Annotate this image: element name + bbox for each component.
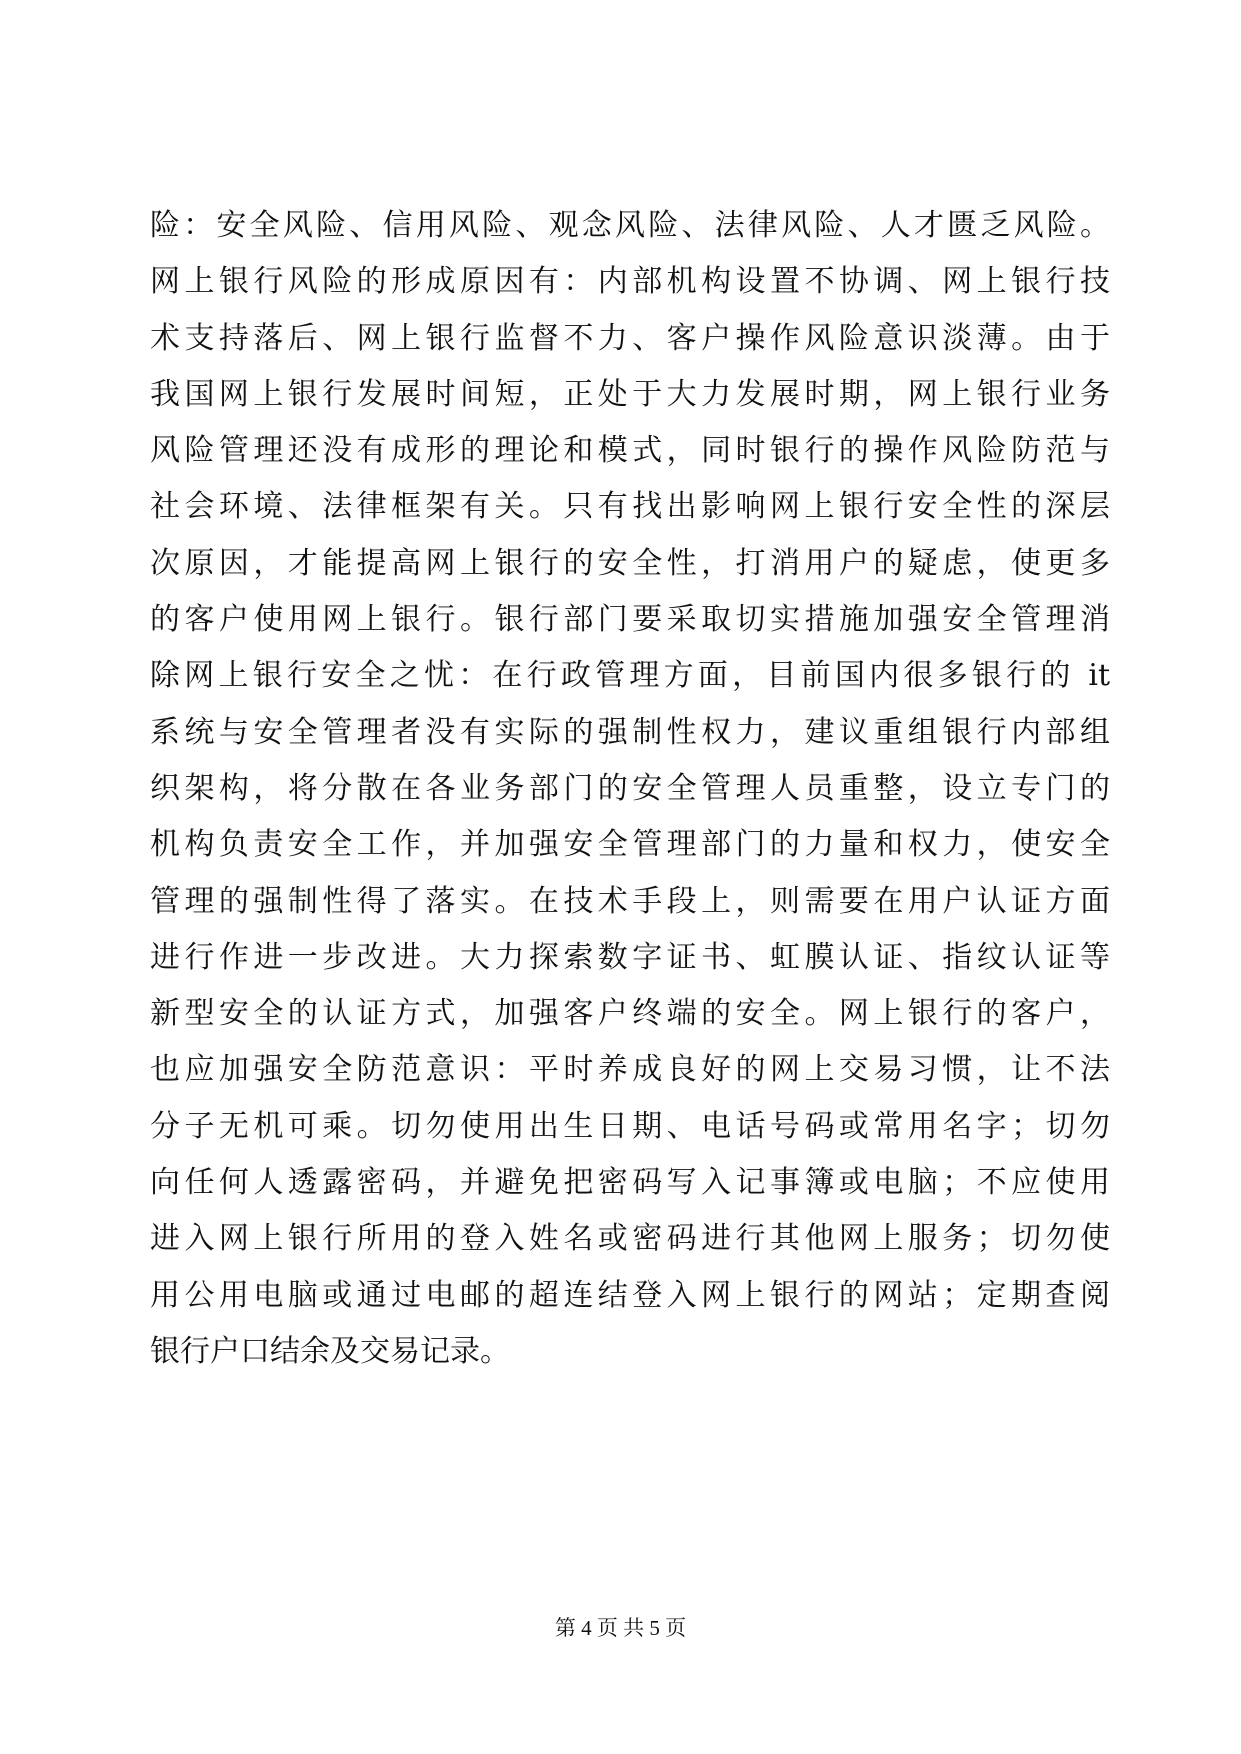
text-line: 术支持落后、网上银行监督不力、客户操作风险意识淡薄。由于 bbox=[150, 320, 1110, 356]
text-line: 用公用电脑或通过电邮的超连结登入网上银行的网站；定期查阅 bbox=[150, 1277, 1110, 1313]
text-line: 社会环境、法律框架有关。只有找出影响网上银行安全性的深层 bbox=[150, 489, 1110, 525]
text-line: 次原因，才能提高网上银行的安全性，打消用户的疑虑，使更多 bbox=[150, 545, 1110, 581]
text-line: 进入网上银行所用的登入姓名或密码进行其他网上服务；切勿使 bbox=[150, 1221, 1110, 1257]
text-line: 我国网上银行发展时间短，正处于大力发展时期，网上银行业务 bbox=[150, 376, 1110, 412]
text-line: 分子无机可乘。切勿使用出生日期、电话号码或常用名字；切勿 bbox=[150, 1108, 1110, 1144]
body-text bbox=[150, 198, 1110, 1380]
text-line: 进行作进一步改进。大力探索数字证书、虹膜认证、指纹认证等 bbox=[150, 939, 1110, 975]
page-number-footer: 第 4 页 共 5 页 bbox=[554, 1616, 687, 1640]
text-line: 险：安全风险、信用风险、观念风险、法律风险、人才匮乏风险。 bbox=[150, 208, 1110, 243]
text-line: 管理的强制性得了落实。在技术手段上，则需要在用户认证方面 bbox=[150, 883, 1110, 919]
text-line-last: 银行户口结余及交易记录。 bbox=[150, 1333, 510, 1369]
text-line: 网上银行风险的形成原因有：内部机构设置不协调、网上银行技 bbox=[150, 264, 1110, 300]
text-line: 的客户使用网上银行。银行部门要采取切实措施加强安全管理消 bbox=[150, 602, 1110, 638]
text-line: 新型安全的认证方式，加强客户终端的安全。网上银行的客户， bbox=[150, 996, 1110, 1032]
text-line: 除网上银行安全之忧：在行政管理方面，目前国内很多银行的 it bbox=[150, 658, 1110, 694]
text-line: 风险管理还没有成形的理论和模式，同时银行的操作风险防范与 bbox=[150, 433, 1110, 469]
text-line: 向任何人透露密码，并避免把密码写入记事簿或电脑；不应使用 bbox=[150, 1165, 1110, 1201]
text-line: 也应加强安全防范意识：平时养成良好的网上交易习惯，让不法 bbox=[150, 1052, 1110, 1088]
text-line: 机构负责安全工作，并加强安全管理部门的力量和权力，使安全 bbox=[150, 827, 1110, 863]
text-line: 系统与安全管理者没有实际的强制性权力，建议重组银行内部组 bbox=[150, 714, 1110, 750]
text-line: 织架构，将分散在各业务部门的安全管理人员重整，设立专门的 bbox=[150, 770, 1110, 806]
